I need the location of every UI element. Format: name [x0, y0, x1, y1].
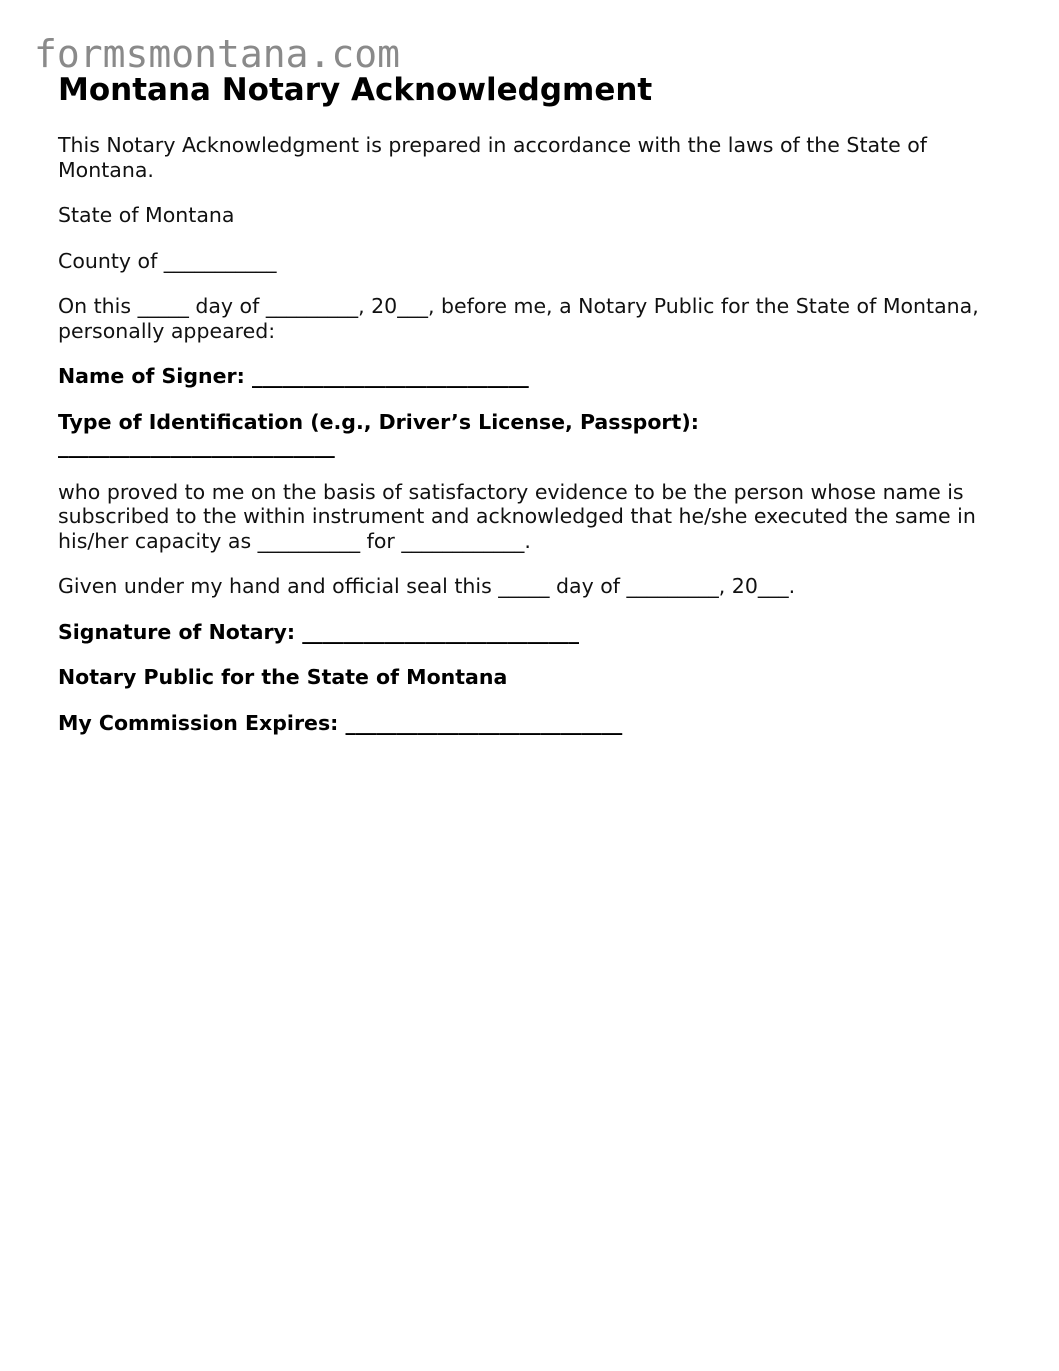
watermark-text: formsmontana.com: [34, 32, 401, 76]
state-line: State of Montana: [58, 203, 235, 227]
document-title: Montana Notary Acknowledgment: [58, 72, 653, 108]
identification-label: Type of Identification (e.g., Driver’s License, Passport):: [58, 409, 699, 434]
notary-public-line: Notary Public for the State of Montana: [58, 665, 508, 689]
identification-blank: ___________________________: [58, 434, 335, 458]
appearance-paragraph: On this _____ day of _________, 20___, before me, a Notary Public for the State of Montana, personally appeared:: [58, 294, 979, 343]
seal-line: Given under my hand and official seal this _____ day of _________, 20___.: [58, 574, 796, 598]
name-of-signer-line: Name of Signer: ___________________________: [58, 364, 529, 388]
document-body: [58, 70, 998, 756]
identification-block: [58, 410, 998, 459]
proof-paragraph: who proved to me on the basis of satisfactory evidence to be the person whose name is subscribed to the within instrument and acknowledged that he/she executed the same in his/her capacity as __________ for ____________.: [58, 479, 976, 553]
commission-expires-line: My Commission Expires: ___________________________: [58, 710, 623, 735]
county-line: County of ___________: [58, 248, 277, 273]
intro-paragraph: This Notary Acknowledgment is prepared in accordance with the laws of the State of Montana.: [58, 133, 927, 182]
signature-of-notary-line: Signature of Notary: ___________________________: [58, 619, 580, 644]
